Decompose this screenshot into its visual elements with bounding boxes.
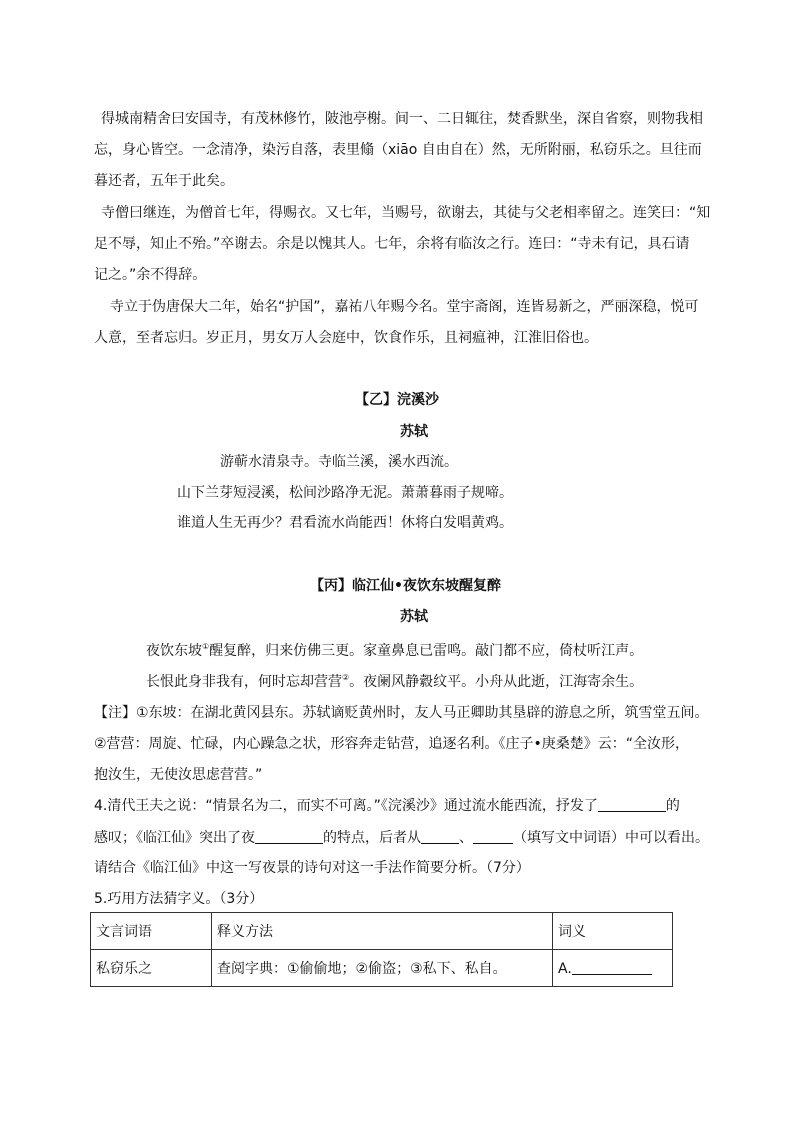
note-2: ②营营：周旋、忙碌，内心躁急之状，形容奔走钻营，追逐名利。《庄子•庚桑楚》云：“全汝形， [94, 736, 690, 752]
answer-blank-3[interactable] [421, 829, 459, 844]
jia-p2-line2: 足不辱，知止不殆。”卒谢去。余是以愧其人。七年，余将有临汝之行。连曰：“寺未有记，具石请 [94, 236, 690, 252]
bing-line2-part1: 长恨此身非我有，何时忘却营营 [146, 674, 342, 690]
q5-title: 5.巧用方法猜字义。（3分） [94, 891, 264, 907]
jia-p3-line2: 人意，至者忘归。岁正月，男女万人会庭中，饮食作乐，且祠瘟神，江淮旧俗也。 [94, 330, 598, 346]
jia-p2-line1: 寺僧曰继连，为僧首七年，得赐衣。又七年，当赐号，欲谢去，其徒与父老相率留之。连笑曰：“知 [101, 205, 711, 221]
yi-line1: 山下兰芽短浸溪，松间沙路净无泥。萧萧暮雨子规啼。 [177, 485, 513, 501]
q4-text-f: （填写文中词语）中可以看出。 [513, 830, 709, 846]
bing-heading: 【丙】临江仙•夜饮东坡醒复醉 [310, 578, 501, 594]
bing-line1-part1: 夜饮东坡 [146, 643, 202, 659]
footnote-mark-2: ② [342, 673, 350, 682]
q4-text-b: 的 [665, 798, 680, 814]
table-header-cell: 文言词语 [91, 913, 212, 950]
note-3: 抱汝生，无使汝思虑营营。” [94, 767, 263, 783]
bing-line1-part2: 醒复醉，归来仿佛三更。家童鼻息已雷鸣。敲门都不应，倚杖听江声。 [209, 643, 644, 659]
answer-blank-1[interactable] [598, 797, 666, 812]
note-1: 【注】①东坡：在湖北黄冈县东。苏轼谪贬黄州时，友人马正卿助其垦辟的游息之所，筑雪堂五间。 [94, 705, 709, 721]
bing-author: 苏轼 [400, 609, 428, 625]
table-header-row [91, 913, 673, 950]
q4-line2 [94, 828, 709, 848]
jia-p2-line3: 记之。”余不得辞。 [94, 267, 207, 283]
yi-heading: 【乙】浣溪沙 [355, 392, 439, 408]
footnote-mark-1: ① [202, 642, 210, 651]
yi-author: 苏轼 [400, 424, 428, 440]
table-header-cell: 释义方法 [212, 913, 553, 950]
meaning-label: A. [558, 960, 572, 977]
q4-text-d: 的特点，后者从 [323, 830, 421, 846]
bing-line2-part2: 。夜阑风静縠纹平。小舟从此逝，江海寄余生。 [349, 674, 644, 690]
q4-text-c: 感叹；《临江仙》突出了夜 [94, 830, 255, 846]
q4-line1 [94, 796, 680, 816]
table-cell-word: 私窃乐之 [91, 950, 212, 987]
jia-p3-line1: 寺立于伪唐保大二年，始名“护国”，嘉祐八年赐今名。堂宇斋阁，连皆易新之，严丽深稳，悦可 [110, 299, 699, 315]
jia-p1-line3: 暮还者，五年于此矣。 [94, 173, 234, 189]
table-cell-meaning [553, 950, 673, 987]
answer-blank-4[interactable] [473, 829, 513, 844]
q4-text-a: 4.清代王夫之说：“情景名为二，而实不可离。”《浣溪沙》通过流水能西流，抒发了 [94, 798, 598, 814]
method-table [90, 912, 673, 987]
yi-preface: 游蕲水清泉寺。寺临兰溪，溪水西流。 [220, 454, 458, 470]
q4-text-e: 、 [459, 830, 473, 846]
table-header-cell: 词义 [553, 913, 673, 950]
jia-p1-line1: 得城南精舍曰安国寺，有茂林修竹，陂池亭榭。间一、二日辄往，焚香默坐，深自省察，则物我相 [101, 111, 703, 127]
table-cell-method: 查阅字典：①偷偷地；②偷盗；③私下、私自。 [212, 950, 553, 987]
q4-line3: 请结合《临江仙》中这一写夜景的诗句对这一手法作简要分析。（7分） [94, 860, 530, 876]
yi-line2: 谁道人生无再少？君看流水尚能西！休将白发唱黄鸡。 [177, 515, 513, 531]
answer-blank-2[interactable] [255, 829, 323, 844]
jia-p1-line2: 忘，身心皆空。一念清净，染污自落，表里翛（xiāo 自由自在）然，无所附丽，私窃乐之。旦往而 [94, 142, 702, 158]
answer-blank-5[interactable] [572, 960, 652, 975]
bing-line2 [146, 668, 643, 692]
bing-line1 [146, 637, 643, 661]
table-row [91, 950, 673, 987]
